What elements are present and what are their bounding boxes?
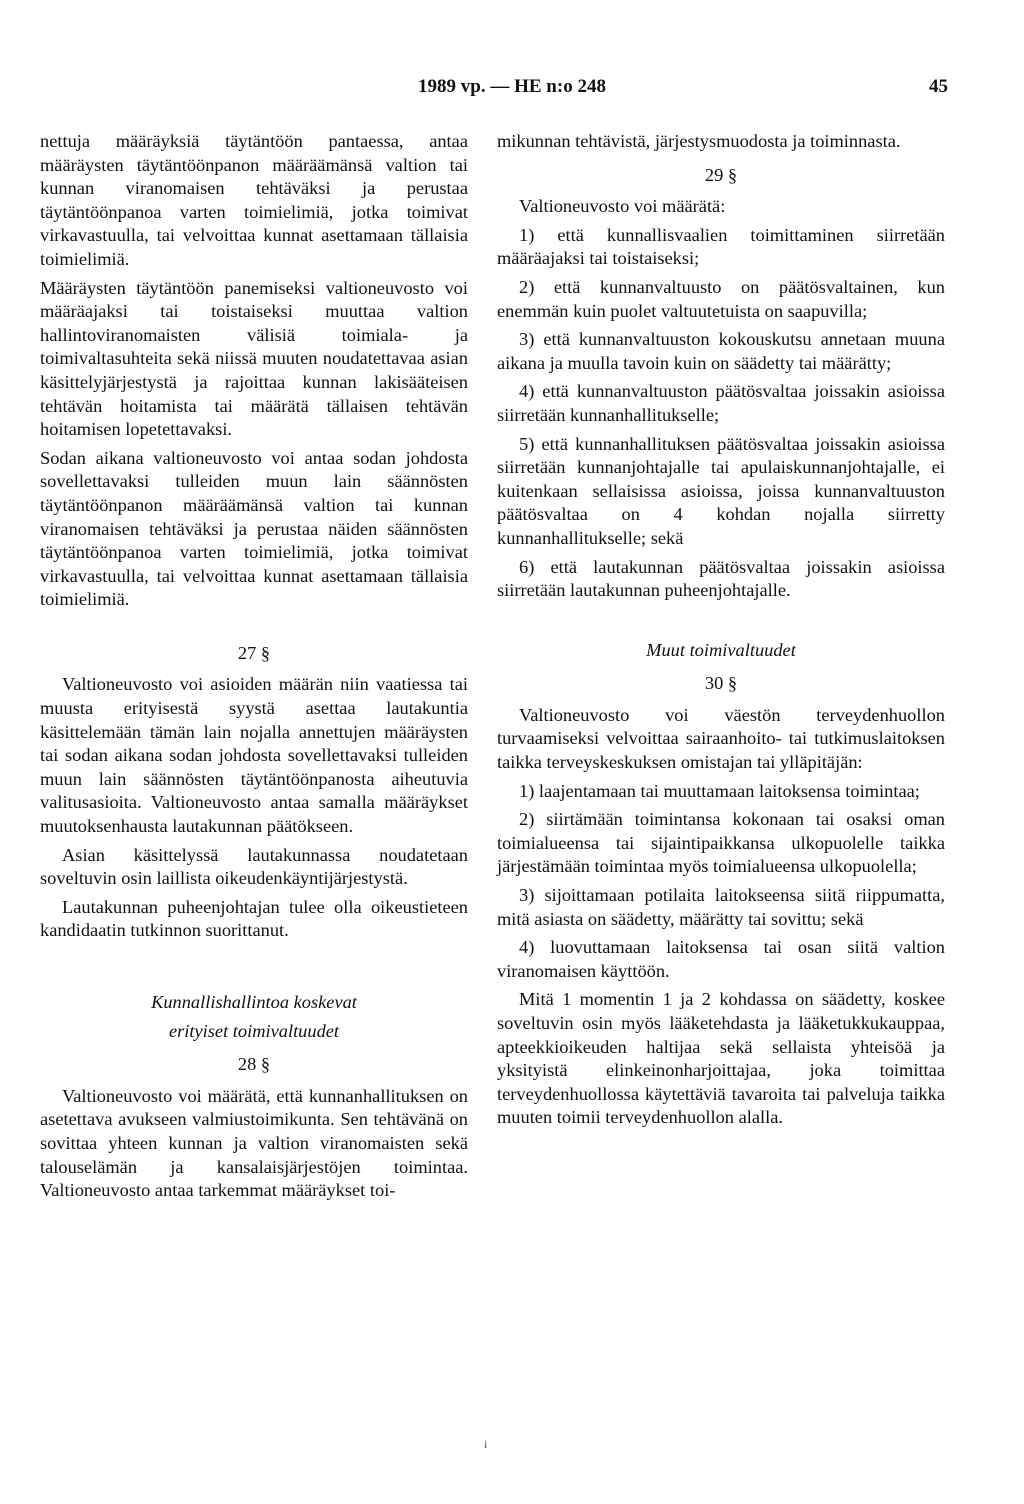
list-item: 4) luovuttamaan laitoksensa tai osan siitä valtion viranomaisen käyttöön. bbox=[497, 937, 945, 981]
list-item: 1) laajentamaan tai muuttamaan laitoksensa toimintaa; bbox=[519, 780, 920, 801]
paragraph: nettuja määräyksiä täytäntöön pantaessa, antaa määräysten täytäntöönpanon määräämänsä valtion tai kunnan viranomaisen tehtäväksi ja perustaa täytäntöönpanoa varten toimielimiä, jotka toimivat virkavastuulla, tai velvoittaa kunnat asettamaan tällaisia toimielimiä. bbox=[40, 131, 468, 269]
page-number: 45 bbox=[929, 76, 948, 97]
paragraph: Mitä 1 momentin 1 ja 2 kohdassa on säädetty, koskee soveltuvin osin myös lääketehdasta ja lääketukkukauppaa, apteekkioikeuden haltijaa sekä sellaista yhteisöä ja yksityistä elinkeinonharjoittajaa, joka toimittaa terveydenhuollossa käytettäviä tavaroita tai palveluja taikka muuten toimii terveydenhuollon alalla. bbox=[497, 989, 945, 1128]
list-item: 3) että kunnanvaltuuston kokouskutsu annetaan muuna aikana ja muulla tavoin kuin on säädetty tai määrätty; bbox=[497, 329, 945, 373]
section-number-30: 30 § bbox=[704, 673, 738, 694]
section-number-27: 27 § bbox=[237, 642, 271, 663]
paragraph: Lautakunnan puheenjohtajan tulee olla oikeustieteen kandidaatin tutkinnon suorittanut. bbox=[40, 896, 468, 941]
paragraph: Valtioneuvosto voi asioiden määrän niin vaatiessa tai muusta erityisestä syystä asettaa lautakuntia käsittelemään tämän lain nojalla annettujen määräysten tai sodan aikana sodan johdosta sovellettavaksi tulleiden muun lain säännösten täytäntöönpanosta aiheutuvia valitusasioita. Valtioneuvosto antaa samalla määräykset muutoksenhausta lautakunnan päätökseen. bbox=[40, 674, 468, 837]
paragraph: Valtioneuvosto voi väestön terveydenhuollon turvaamiseksi velvoittaa sairaanhoito- tai tutkimuslaitoksen taikka terveyskeskuksen omistajan tai ylläpitäjän: bbox=[497, 704, 945, 773]
list-item: 3) sijoittamaan potilaita laitokseensa siitä riippumatta, mitä asiasta on säädetty, määrätty tai sovittu; sekä bbox=[497, 885, 945, 929]
list-item: 1) että kunnallisvaalien toimittaminen siirretään määräajaksi tai toistaiseksi; bbox=[497, 224, 945, 269]
list-item: 2) siirtämään toimintansa kokonaan tai osaksi oman toimialueensa tai sijaintipaikkansa ulkopuolelle taikka järjestämään toimintaa myös toimialueensa ulkopuolella; bbox=[497, 809, 945, 877]
running-header: 1989 vp. — HE n:o 248 bbox=[418, 76, 606, 97]
heading-line: erityiset toimivaltuudet bbox=[168, 1020, 340, 1041]
heading-line: Muut toimivaltuudet bbox=[646, 639, 796, 660]
left-column bbox=[40, 130, 468, 1208]
paragraph: Sodan aikana valtioneuvosto voi antaa sodan johdosta sovellettavaksi tulleiden muun lain säännösten täytäntöönpanon määräämänsä valtion tai kunnan viranomaisen tehtäväksi ja perustaa näiden säännösten täytäntöönpanoa varten toimielimiä, jotka toimivat virkavastuulla, tai velvoittaa kunnat asettamaan tällaisia toimielimiä. bbox=[40, 447, 468, 610]
heading-line: Kunnallishallintoa koskevat bbox=[151, 992, 357, 1012]
stray-mark: i bbox=[484, 1437, 488, 1451]
section-number-29: 29 § bbox=[704, 164, 738, 185]
right-column bbox=[497, 130, 945, 1135]
paragraph: Asian käsittelyssä lautakunnassa noudatetaan soveltuvin osin laillista oikeudenkäyntijärjestystä. bbox=[40, 844, 468, 889]
page-header bbox=[0, 74, 1024, 104]
paragraph: Valtioneuvosto voi määrätä, että kunnanhallituksen on asetettava avukseen valmiustoimikunta. Sen tehtävänä on sovittaa yhteen kunnan ja valtion viranomaisten sekä talouselämän ja kansalaisjärjestöjen toimintaa. Valtioneuvosto antaa tarkemmat määräykset toi- bbox=[40, 1085, 468, 1201]
list-item: 4) että kunnanvaltuuston päätösvaltaa joissakin asioissa siirretään kunnanhallitukselle; bbox=[497, 381, 945, 425]
list-item: 2) että kunnanvaltuusto on päätösvaltainen, kun enemmän kuin puolet valtuutetuista on saapuvilla; bbox=[497, 276, 945, 321]
list-item: 5) että kunnanhallituksen päätösvaltaa joissakin asioissa siirretään kunnanjohtajalle tai apulaiskunnanjohtajalle, ei kuitenkaan sellaisissa asioissa, joissa kunnanvaltuuston päätösvaltaa on 4 kohdan nojalla siirretty kunnanhallitukselle; sekä bbox=[497, 433, 945, 548]
list-item: 6) että lautakunnan päätösvaltaa joissakin asioissa siirretään lautakunnan puheenjohtajalle. bbox=[497, 556, 945, 601]
paragraph: Valtioneuvosto voi määrätä: bbox=[519, 196, 726, 217]
section-heading bbox=[497, 639, 945, 663]
paragraph: mikunnan tehtävistä, järjestysmuodosta ja toiminnasta. bbox=[497, 131, 901, 151]
section-number-28: 28 § bbox=[237, 1054, 271, 1075]
section-heading bbox=[40, 991, 468, 1043]
paragraph: Määräysten täytäntöön panemiseksi valtioneuvosto voi määräajaksi tai toistaiseksi muuttaa valtion hallintoviranomaisten välisiä toimiala- ja toimivaltasuhteita sekä niissä muuten noudatettavaa asian käsittelyjärjestystä ja rajoittaa kunnan lakisääteisen tehtävän hoitamista tai määrätä tällaisen tehtävän hoitamisen lopetettavaksi. bbox=[40, 277, 468, 440]
